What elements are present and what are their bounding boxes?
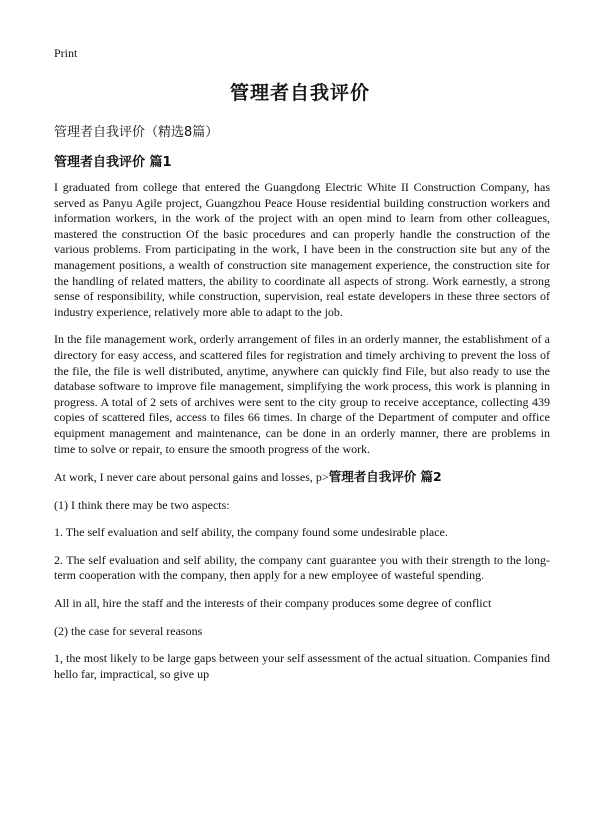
section-heading-2: 管理者自我评价 篇2 — [328, 469, 442, 485]
paragraph: All in all, hire the staff and the interests of their company produces some degree of conflict — [54, 596, 492, 611]
paragraph: I graduated from college that entered the Guangdong Electric White II Construction Company, has served as Panyu Agile project, Guangzhou Peace House residential building construction workers and information workers, in the work of the project with an open mind to learn from other colleagues, mastered the construction Of the basic procedures and can properly handle the construction of the various problems. From participating in the work, I have been in the construction site but any of the management positions, a wealth of construction site management experience, the construction site for the handling of related matters, the ability to coordinate all aspects of strong. Work earnestly, a strong sense of responsibility, while construction, supervision, real estate developers in these three sectors of industry experience, relatively more able to adapt to the job. — [54, 180, 550, 319]
paragraph: 1. The self evaluation and self ability, the company found some undesirable place. — [54, 525, 448, 540]
page-title: 管理者自我评价 — [229, 82, 370, 104]
print-label[interactable]: Print — [54, 46, 78, 60]
document-body — [54, 180, 550, 694]
paragraph: (2) the case for several reasons — [54, 623, 203, 638]
paragraph: In the file management work, orderly arrangement of files in an orderly manner, the establishment of a directory for easy access, and scattered files for registration and timely archiving to prevent the loss of the file, the file is well distributed, anytime, anywhere can quickly find File, but also ready to use the database software to improve file management, simplifying the work process, this work is planning in progress. A total of 2 sets of archives were sent to the city group to receive acceptance, collecting 439 copies of scattered files, access to files 66 times. In charge of the Department of computer and office equipment management and maintenance, can be done in an orderly manner, there are problems in time to solve or repair, to ensure the smooth progress of the work. — [54, 332, 550, 456]
page-subtitle: 管理者自我评价（精选8篇） — [54, 125, 219, 140]
paragraph-with-heading — [54, 469, 550, 486]
section-heading-1: 管理者自我评价 篇1 — [54, 155, 172, 170]
paragraph: 1, the most likely to be large gaps between your self assessment of the actual situation. Companies find hello far, impractical, so give up — [54, 651, 550, 681]
paragraph: 2. The self evaluation and self ability, the company cant guarantee you with their strength to the long-term cooperation with the company, then apply for a new employee of wasteful spending. — [54, 552, 550, 583]
paragraph: (1) I think there may be two aspects: — [54, 497, 230, 512]
paragraph-text: At work, I never care about personal gains and losses, p> — [54, 470, 329, 485]
